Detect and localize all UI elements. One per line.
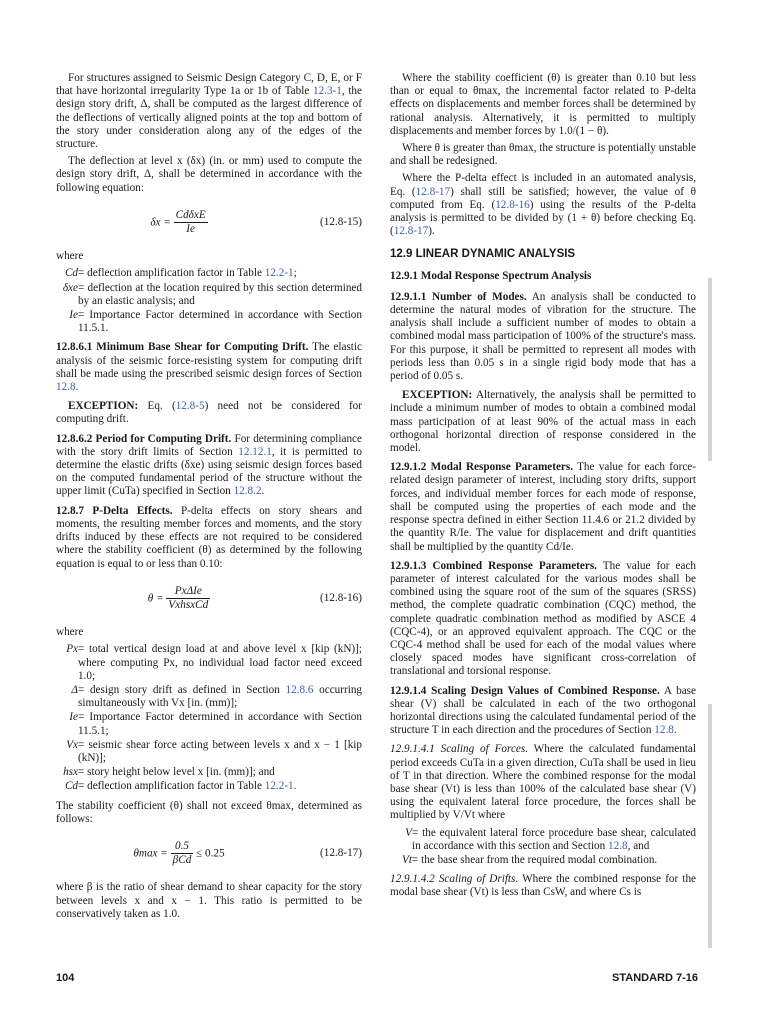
right-column (390, 72, 696, 904)
definition-list-1 (56, 267, 362, 335)
definition-symbol: Vt (402, 853, 412, 866)
definition-text: = Importance Factor determined in accordance with Section 11.5.1. (78, 309, 362, 335)
definition-text: = deflection amplification factor in Table 12.2-1; (78, 267, 297, 280)
section-12-9-1-4: 12.9.1.4 Scaling Design Values of Combined Response. A base shear (V) shall be calculated in each of the two orthogonal horizontal directions using the calculated fundamental period of the structure T in each direction and the procedures of Section 12.8. (390, 684, 696, 737)
equation-12-8-16: θ = $\frac{\text{PxΔIe}}{\text{VxhsxCd}}$ (12.8-16) (147, 584, 362, 611)
section-12-9-1-2: 12.9.1.2 Modal Response Parameters. The value for each force-related design parameter of interest, including story drifts, support forces, and individual member forces for each mode of response, shall be computed using the properties of each mode and the response spectra defined in either Section 11.4.6 or 21.2 divided by the quantity R/Ie. The value for displacement and drift quantities shall be multiplied by the quantity Cd/Ie. (390, 461, 696, 553)
standard-label: STANDARD 7-16 (612, 972, 698, 984)
definition-text: = seismic shear force acting between levels x and x − 1 [kip (kN)]; (78, 738, 362, 764)
exception-paragraph: EXCEPTION: Alternatively, the analysis shall be permitted to include a minimum number of modes to obtain a combined modal mass participation of at least 90% of the actual mass in each orthogonal horizontal direction of response considered in the model. (390, 389, 696, 455)
definition-symbol: Vx (66, 738, 78, 751)
equation-12-8-15: δx = $\frac{\text{CdδxE}}{Ie}$ (12.8-15) (150, 208, 362, 236)
definition-text: = total vertical design load at and above level x [kip (kN)]; where computing Px, no individual load factor need exceed 1.0; (78, 643, 362, 682)
right-paragraph-1: Where the stability coefficient (θ) is greater than 0.10 but less than or equal to θmax, the incremental factor related to P-delta effects on displacements and member forces shall be determined by rational analysis. Alternatively, it is permitted to multiply displacements and member forces by 1.0/(1 − θ). (390, 72, 696, 137)
definition-item (56, 643, 362, 683)
left-column (56, 72, 362, 925)
definition-item (56, 711, 362, 737)
equation-link[interactable]: 12.8-5 (175, 400, 205, 413)
definition-symbol: Px (66, 643, 78, 656)
reference-link[interactable]: 12.8.6 (285, 683, 314, 696)
equation-link[interactable]: 12.8-16 (495, 198, 530, 211)
exception-paragraph: EXCEPTION: Eq. (12.8-5) need not be considered for computing drift. (56, 400, 363, 426)
definition-text: = Importance Factor determined in accordance with Section 11.5.1; (78, 711, 362, 737)
section-heading: 12.8.6.2 Period for Computing Drift. (56, 432, 232, 445)
definition-item (390, 854, 696, 867)
right-paragraph-2: Where θ is greater than θmax, the structure is potentially unstable and shall be redesigned. (390, 142, 696, 168)
definition-symbol: Cd (64, 267, 78, 280)
section-12-8-6-1: 12.8.6.1 Minimum Base Shear for Computing Drift. The elastic analysis of the seismic force-resisting system for computing drift shall be made using the prescribed seismic design forces of Section 12.8. (56, 341, 362, 394)
definition-symbol: hsx (63, 766, 78, 779)
section-12-8-7: 12.8.7 P-Delta Effects. P-delta effects on story shears and moments, the resulting member forces and moments, and the story drifts induced by these effects are not required to be considered where the stability coefficient (θ) as determined by the following equation is equal to or less than 0.10: (56, 504, 362, 570)
left-paragraph-1: For structures assigned to Seismic Design Category C, D, E, or F that have horizontal irregularity Type 1a or 1b of Table 12.3-1, the design story drift, Δ, shall be computed as the largest difference of the deflections of vertically aligned points at the top and bottom of the story under consideration along any of the edges of the structure. (56, 72, 362, 151)
revision-bar (708, 278, 712, 461)
definition-symbol: Δ (71, 683, 78, 696)
section-heading: 12.9.1.4.2 Scaling of Drifts. (390, 873, 519, 886)
left-paragraph-2: The deflection at level x (δx) (in. or mm) used to compute the design story drift, Δ, shall be determined in accordance with the following equation: (56, 155, 362, 194)
right-paragraph-3: Where the P-delta effect is included in an automated analysis, Eq. (12.8-17) shall still be satisfied; however, the value of θ computed from Eq. (12.8-16) using the results of the P-delta analysis is permitted to be divided by (1 + θ) before checking Eq. (12.8-17). (390, 172, 697, 238)
definition-symbol: Cd (64, 780, 78, 793)
definition-text: = story height below level x [in. (mm)]; and (78, 766, 275, 779)
table-link[interactable]: 12.3-1 (312, 85, 342, 98)
section-heading: 12.9.1.4.1 Scaling of Forces. (390, 743, 529, 756)
definition-symbol: Ie (69, 309, 78, 322)
equation-link[interactable]: 12.8-17 (393, 225, 429, 238)
page-number: 104 (56, 972, 75, 984)
where-label: where (56, 250, 84, 263)
left-paragraph-4: where β is the ratio of shear demand to shear capacity for the story between levels x and x − 1. This ratio is permitted to be conservatively taken as 1.0. (56, 881, 362, 920)
section-heading: 12.8.7 P-Delta Effects. (56, 504, 173, 517)
definition-list-2 (56, 643, 362, 793)
section-link[interactable]: 12.8 (56, 381, 76, 394)
left-paragraph-3: The stability coefficient (θ) shall not exceed θmax, determined as follows: (56, 799, 362, 825)
definition-item (56, 684, 362, 710)
equation-12-8-17: θmax = $\frac{0.5}{\text{βCd}}$ ≤ 0.25 (12.8-17) (133, 839, 362, 867)
equation-number: (12.8-16) (320, 591, 362, 604)
definition-symbol: δxe (62, 281, 78, 294)
section-link[interactable]: 12.12.1 (238, 445, 272, 458)
definition-item (56, 766, 362, 779)
heading-12-9-1: 12.9.1 Modal Response Spectrum Analysis (390, 269, 592, 282)
definition-item (56, 309, 362, 335)
section-12-9-1-4-1: 12.9.1.4.1 Scaling of Forces. Where the calculated fundamental period exceeds CuTa in a given direction, CuTa shall be used in lieu of T in that direction. Where the combined response for the modal base shear (Vt) is less than 100% of the calculated base shear (V) using the equivalent lateral force procedure, the forces shall be multiplied by V/Vt where (390, 743, 696, 822)
definition-symbol: Ie (69, 711, 78, 724)
definition-text: = the equivalent lateral force procedure base shear, calculated in accordance with this section and Section 12.8, and (412, 826, 696, 852)
equation-number: (12.8-17) (320, 847, 362, 860)
definition-text: = deflection amplification factor in Table 12.2-1. (78, 780, 297, 793)
section-link[interactable]: 12.8 (654, 724, 674, 737)
definition-item (56, 267, 362, 280)
definition-text: = design story drift as defined in Section 12.8.6 occurring simultaneously with Vx [in. (mm)]; (78, 683, 363, 710)
definition-text: = deflection at the location required by this section determined by an elastic analysis; and (78, 281, 362, 307)
section-12-9-1-4-2: 12.9.1.4.2 Scaling of Drifts. Where the combined response for the modal base shear (Vt) is less than CsW, and where Cs is (390, 873, 697, 899)
definition-symbol: V (405, 826, 412, 839)
section-heading: 12.9.1.1 Number of Modes. (390, 290, 527, 303)
heading-12-9: 12.9 LINEAR DYNAMIC ANALYSIS (390, 248, 576, 261)
reference-link[interactable]: 12.2-1 (264, 780, 294, 793)
definition-item (390, 827, 696, 853)
definition-text: = the base shear from the required modal combination. (412, 853, 658, 866)
reference-link[interactable]: 12.8 (608, 839, 628, 852)
definition-item (56, 780, 362, 793)
where-label: where (56, 626, 84, 639)
section-heading: 12.9.1.3 Combined Response Parameters. (390, 559, 597, 572)
definition-item (56, 282, 362, 308)
section-12-9-1-1: 12.9.1.1 Number of Modes. An analysis shall be conducted to determine the natural modes of vibration for the structure. The analysis shall include a sufficient number of modes to obtain a combined modal mass participation of 100% of the structure's mass. For this purpose, it shall be permitted to represent all modes with periods less than 0.05 s in a single rigid body mode that has a period of 0.05 s. (390, 290, 696, 383)
section-12-9-1-3: 12.9.1.3 Combined Response Parameters. The value for each parameter of interest calculated for the various modes shall be combined using the square root of the sum of the squares (SRSS) method, the complete quadratic combination (CQC) method, the complete quadratic combination method as modified by ASCE 4 (CQC-4), or an approved equivalent approach. The CQC or the CQC-4 method shall be used for each of the modal values where closely spaced modes have significant cross-correlation of translational and torsional response. (390, 559, 696, 678)
reference-link[interactable]: 12.2-1 (264, 267, 294, 280)
equation-link[interactable]: 12.8-17 (415, 185, 451, 198)
equation-number: (12.8-15) (320, 215, 362, 228)
section-heading: 12.8.6.1 Minimum Base Shear for Computing Drift. (56, 341, 309, 354)
section-heading: 12.9.1.2 Modal Response Parameters. (390, 461, 574, 474)
revision-bar (708, 704, 712, 948)
section-12-8-6-2: 12.8.6.2 Period for Computing Drift. For determining compliance with the story drift limits of Section 12.12.1, it is permitted to determine the elastic drifts (δxe) using seismic design forces based on the computed fundamental period of the structure without the upper limit (CuTa) specified in Section 12.8.2. (56, 432, 362, 498)
section-link[interactable]: 12.8.2 (233, 485, 262, 498)
section-heading: 12.9.1.4 Scaling Design Values of Combined Response. (390, 684, 660, 697)
definition-item (56, 739, 362, 765)
definition-list-3 (390, 827, 696, 868)
